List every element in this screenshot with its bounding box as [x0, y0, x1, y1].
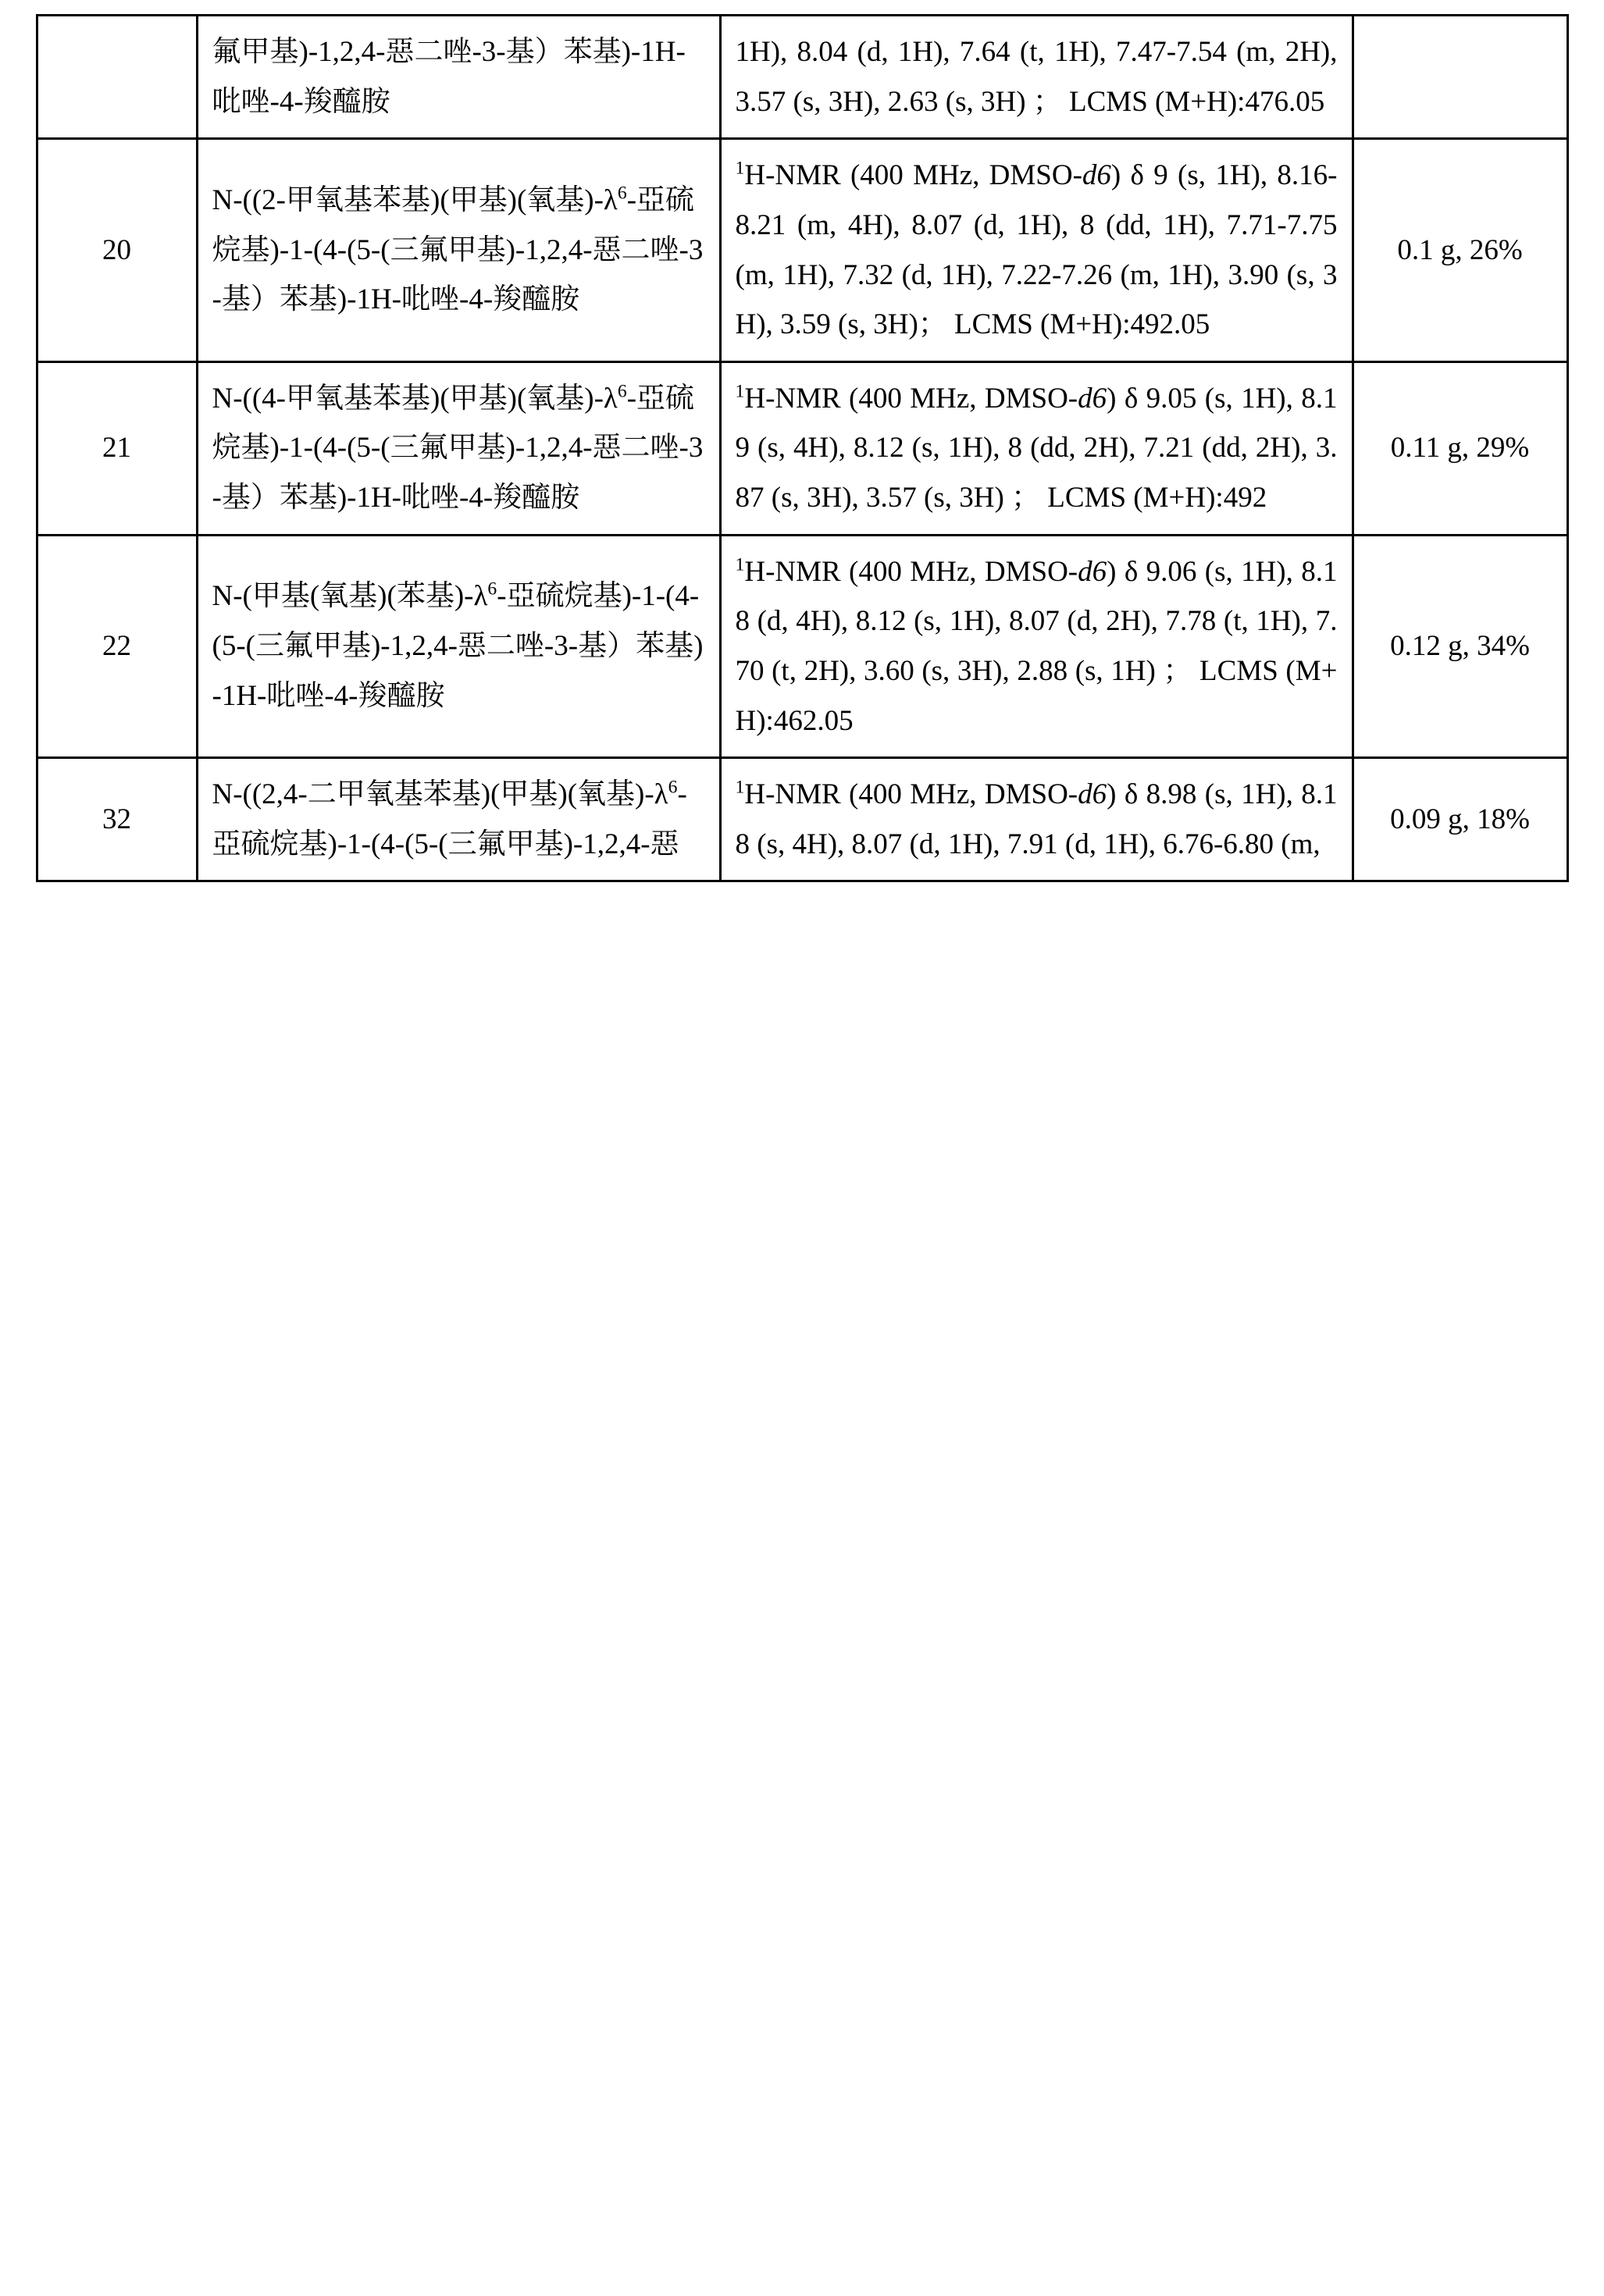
compound-name: N-((2,4-二甲氧基苯基)(甲基)(氧基)$-\lambda^6-$亞硫烷基)-1-(4-(5-(三氟甲基)-1,2,4-惡 [212, 777, 687, 860]
nmr-data-cell [720, 758, 1353, 881]
nmr-data: $^1$H-NMR (400 MHz, DMSO-d6) δ 8.98 (s, 1H), 8.18 (s, 4H), 8.07 (d, 1H), 7.91 (d, 1H), 6.76-6.80 (m, [735, 777, 1338, 860]
compound-name-cell [197, 139, 720, 362]
yield-value: 0.09 g, 18% [1390, 803, 1530, 835]
yield-value: 0.1 g, 26% [1397, 233, 1523, 266]
compound-name-cell [197, 361, 720, 535]
row-number-cell [37, 758, 197, 881]
yield-cell [1353, 361, 1567, 535]
nmr-data: $^1$H-NMR (400 MHz, DMSO-d6) δ 9 (s, 1H), 8.16-8.21 (m, 4H), 8.07 (d, 1H), 8 (dd, 1H), 7.71-7.75 (m, 1H), 7.32 (d, 1H), 7.22-7.26 (m, 1H), 3.90 (s, 3H), 3.59 (s, 3H)； LCMS (M+H):492.05 [735, 158, 1338, 341]
compound-name: N-(甲基(氧基)(苯基)$-\lambda^6-$亞硫烷基)-1-(4-(5-(三氟甲基)-1,2,4-惡二唑-3-基）苯基)-1H-吡唑-4-羧醯胺 [212, 579, 704, 712]
row-number-cell [37, 139, 197, 362]
table-row [37, 361, 1567, 535]
compound-name: 氟甲基)-1,2,4-惡二唑-3-基）苯基)-1H-吡唑-4-羧醯胺 [212, 36, 686, 118]
yield-cell [1353, 758, 1567, 881]
table-row [37, 758, 1567, 881]
row-number-cell [37, 361, 197, 535]
nmr-data: 1H), 8.04 (d, 1H), 7.64 (t, 1H), 7.47-7.54 (m, 2H), 3.57 (s, 3H), 2.63 (s, 3H) ； LCMS (M+H):476.05 [735, 36, 1338, 118]
yield-cell [1353, 16, 1567, 139]
yield-cell [1353, 139, 1567, 362]
row-number-cell [37, 16, 197, 139]
yield-cell [1353, 535, 1567, 758]
nmr-data-cell [720, 535, 1353, 758]
table-row [37, 16, 1567, 139]
yield-value: 0.11 g, 29% [1390, 432, 1530, 465]
compound-name: N-((2-甲氧基苯基)(甲基)(氧基)$-\lambda^6-$亞硫烷基)-1-(4-(5-(三氟甲基)-1,2,4-惡二唑-3-基）苯基)-1H-吡唑-4-羧醯胺 [212, 183, 704, 316]
row-number: 22 [102, 630, 131, 663]
nmr-data: $^1$H-NMR (400 MHz, DMSO-d6) δ 9.06 (s, 1H), 8.18 (d, 4H), 8.12 (s, 1H), 8.07 (d, 2H), 7.78 (t, 1H), 7.70 (t, 2H), 3.60 (s, 3H), 2.88 (s, 1H) ； LCMS (M+H):462.05 [735, 554, 1338, 737]
compound-name-cell [197, 16, 720, 139]
nmr-data-cell [720, 361, 1353, 535]
nmr-data-cell [720, 139, 1353, 362]
row-number: 20 [102, 233, 131, 266]
compound-data-table [36, 14, 1569, 882]
nmr-data-cell [720, 16, 1353, 139]
row-number-cell [37, 535, 197, 758]
compound-name: N-((4-甲氧基苯基)(甲基)(氧基)$-\lambda^6-$亞硫烷基)-1-(4-(5-(三氟甲基)-1,2,4-惡二唑-3-基）苯基)-1H-吡唑-4-羧醯胺 [212, 381, 704, 514]
compound-name-cell [197, 535, 720, 758]
compound-name-cell [197, 758, 720, 881]
table-row [37, 139, 1567, 362]
row-number: 32 [102, 803, 131, 835]
table-row [37, 535, 1567, 758]
row-number: 21 [102, 432, 131, 465]
nmr-data: $^1$H-NMR (400 MHz, DMSO-d6) δ 9.05 (s, 1H), 8.19 (s, 4H), 8.12 (s, 1H), 8 (dd, 2H), 7.21 (dd, 2H), 3.87 (s, 3H), 3.57 (s, 3H) ； LCMS (M+H):492 [735, 381, 1338, 514]
yield-value: 0.12 g, 34% [1390, 630, 1530, 663]
